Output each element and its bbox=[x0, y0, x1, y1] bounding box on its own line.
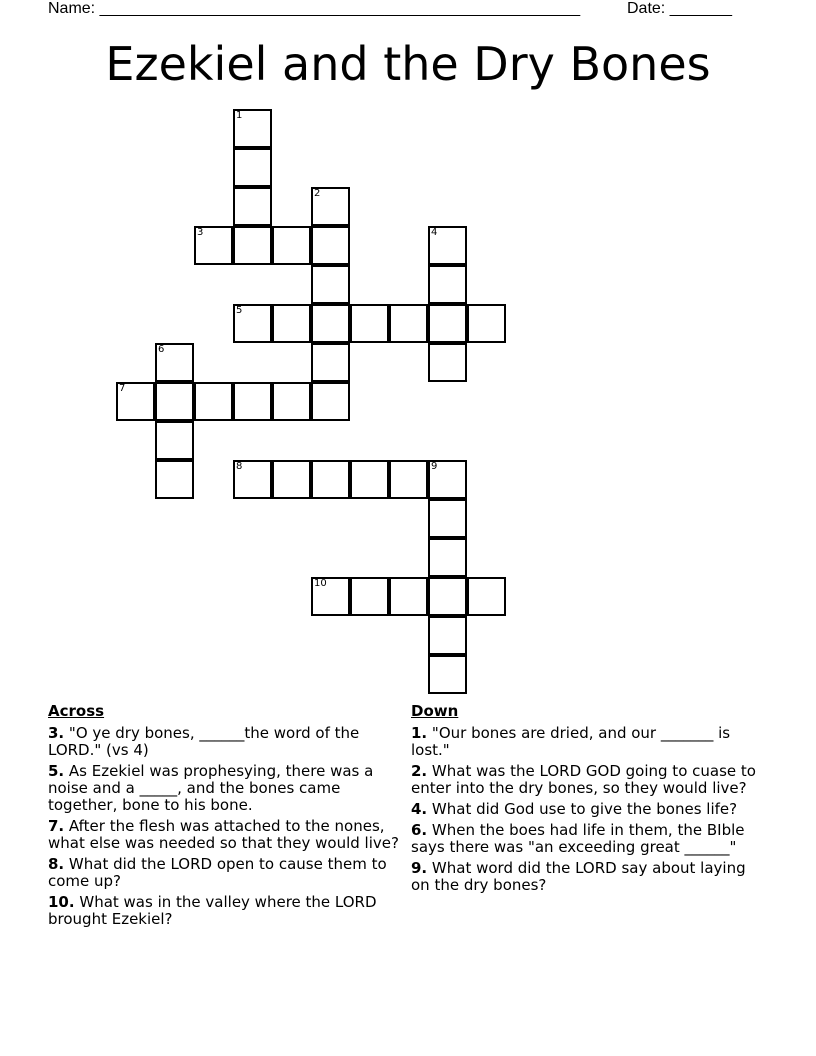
grid-cell[interactable] bbox=[428, 616, 467, 655]
clue-number: 1 bbox=[236, 110, 243, 121]
across-clues bbox=[48, 702, 400, 932]
clue-across-5 bbox=[48, 763, 400, 814]
clue-number: 2 bbox=[314, 188, 321, 199]
grid-cell[interactable] bbox=[311, 226, 350, 265]
grid-cell[interactable] bbox=[467, 577, 506, 616]
grid-cell[interactable] bbox=[272, 226, 311, 265]
grid-cell[interactable] bbox=[350, 460, 389, 499]
grid-cell[interactable] bbox=[272, 304, 311, 343]
grid-cell[interactable] bbox=[350, 304, 389, 343]
grid-cell[interactable] bbox=[311, 343, 350, 382]
across-heading: Across bbox=[48, 702, 105, 720]
clue-text: What was the LORD GOD going to cuase to enter into the dry bones, so they would live? bbox=[411, 762, 756, 797]
grid-cell[interactable] bbox=[428, 655, 467, 694]
grid-cell[interactable] bbox=[389, 577, 428, 616]
grid-cell[interactable] bbox=[467, 304, 506, 343]
grid-cell[interactable] bbox=[311, 382, 350, 421]
clue-text: What word did the LORD say about laying on the dry bones? bbox=[411, 859, 746, 894]
clue-text: As Ezekiel was prophesying, there was a noise and a _____, and the bones came together, bone to his bone. bbox=[48, 762, 374, 814]
clue-down-9 bbox=[411, 860, 763, 894]
grid-cell[interactable] bbox=[428, 499, 467, 538]
clue-text: What was in the valley where the LORD brought Ezekiel? bbox=[48, 893, 377, 928]
grid-cell[interactable] bbox=[155, 460, 194, 499]
grid-cell[interactable] bbox=[233, 148, 272, 187]
name-field[interactable]: Name: ______________________________________________________ bbox=[48, 0, 581, 17]
grid-cell[interactable] bbox=[155, 382, 194, 421]
grid-cell[interactable] bbox=[194, 382, 233, 421]
grid-cell[interactable] bbox=[311, 265, 350, 304]
grid-cell[interactable] bbox=[428, 538, 467, 577]
clue-number: 8. bbox=[48, 855, 65, 873]
down-clues bbox=[411, 702, 763, 898]
page-title: Ezekiel and the Dry Bones bbox=[105, 37, 711, 91]
grid-cell[interactable] bbox=[155, 421, 194, 460]
grid-cell[interactable] bbox=[233, 304, 272, 343]
grid-cell[interactable] bbox=[350, 577, 389, 616]
grid-cell[interactable] bbox=[155, 343, 194, 382]
clue-number: 10 bbox=[314, 578, 327, 589]
grid-cell[interactable] bbox=[311, 460, 350, 499]
grid-cell[interactable] bbox=[428, 226, 467, 265]
clue-text: What did God use to give the bones life? bbox=[431, 800, 738, 818]
clue-down-2 bbox=[411, 763, 763, 797]
clue-across-3 bbox=[48, 725, 400, 759]
grid-cell[interactable] bbox=[311, 187, 350, 226]
clue-number: 9. bbox=[411, 859, 428, 877]
grid-cell[interactable] bbox=[116, 382, 155, 421]
clue-down-6 bbox=[411, 822, 763, 856]
grid-cell[interactable] bbox=[272, 382, 311, 421]
grid-cell[interactable] bbox=[233, 109, 272, 148]
clue-across-7 bbox=[48, 818, 400, 852]
grid-cell[interactable] bbox=[194, 226, 233, 265]
down-heading: Down bbox=[411, 702, 459, 720]
grid-cell[interactable] bbox=[233, 382, 272, 421]
grid-cell[interactable] bbox=[272, 460, 311, 499]
clue-text: "O ye dry bones, ______the word of the LORD." (vs 4) bbox=[48, 724, 360, 759]
clue-number: 2. bbox=[411, 762, 428, 780]
clue-number: 5 bbox=[236, 305, 243, 316]
clue-number: 7 bbox=[119, 383, 126, 394]
date-field[interactable]: Date: _______ bbox=[627, 0, 732, 17]
grid-cell[interactable] bbox=[233, 226, 272, 265]
clue-number: 10. bbox=[48, 893, 75, 911]
grid-cell[interactable] bbox=[428, 343, 467, 382]
clue-number: 4 bbox=[431, 227, 438, 238]
clue-text: What did the LORD open to cause them to come up? bbox=[48, 855, 387, 890]
clue-number: 7. bbox=[48, 817, 65, 835]
grid-cell[interactable] bbox=[233, 187, 272, 226]
clue-across-8 bbox=[48, 856, 400, 890]
grid-cell[interactable] bbox=[389, 460, 428, 499]
clue-text: When the boes had life in them, the BIble says there was "an exceeding great ______" bbox=[411, 821, 745, 856]
clue-number: 4. bbox=[411, 800, 428, 818]
clue-number: 9 bbox=[431, 461, 438, 472]
clue-down-1 bbox=[411, 725, 763, 759]
grid-cell[interactable] bbox=[311, 577, 350, 616]
grid-cell[interactable] bbox=[428, 577, 467, 616]
grid-cell[interactable] bbox=[233, 460, 272, 499]
clue-down-4 bbox=[411, 801, 763, 818]
grid-cell[interactable] bbox=[428, 265, 467, 304]
clue-number: 8 bbox=[236, 461, 243, 472]
clue-number: 1. bbox=[411, 724, 428, 742]
clue-number: 6. bbox=[411, 821, 428, 839]
clue-number: 3. bbox=[48, 724, 65, 742]
clue-text: "Our bones are dried, and our _______ is lost." bbox=[411, 724, 731, 759]
clue-number: 5. bbox=[48, 762, 65, 780]
grid-cell[interactable] bbox=[389, 304, 428, 343]
clue-across-10 bbox=[48, 894, 400, 928]
clue-text: After the flesh was attached to the nones, what else was needed so that they would live? bbox=[48, 817, 399, 852]
grid-cell[interactable] bbox=[311, 304, 350, 343]
clue-number: 3 bbox=[197, 227, 204, 238]
grid-cell[interactable] bbox=[428, 460, 467, 499]
clue-number: 6 bbox=[158, 344, 165, 355]
grid-cell[interactable] bbox=[428, 304, 467, 343]
